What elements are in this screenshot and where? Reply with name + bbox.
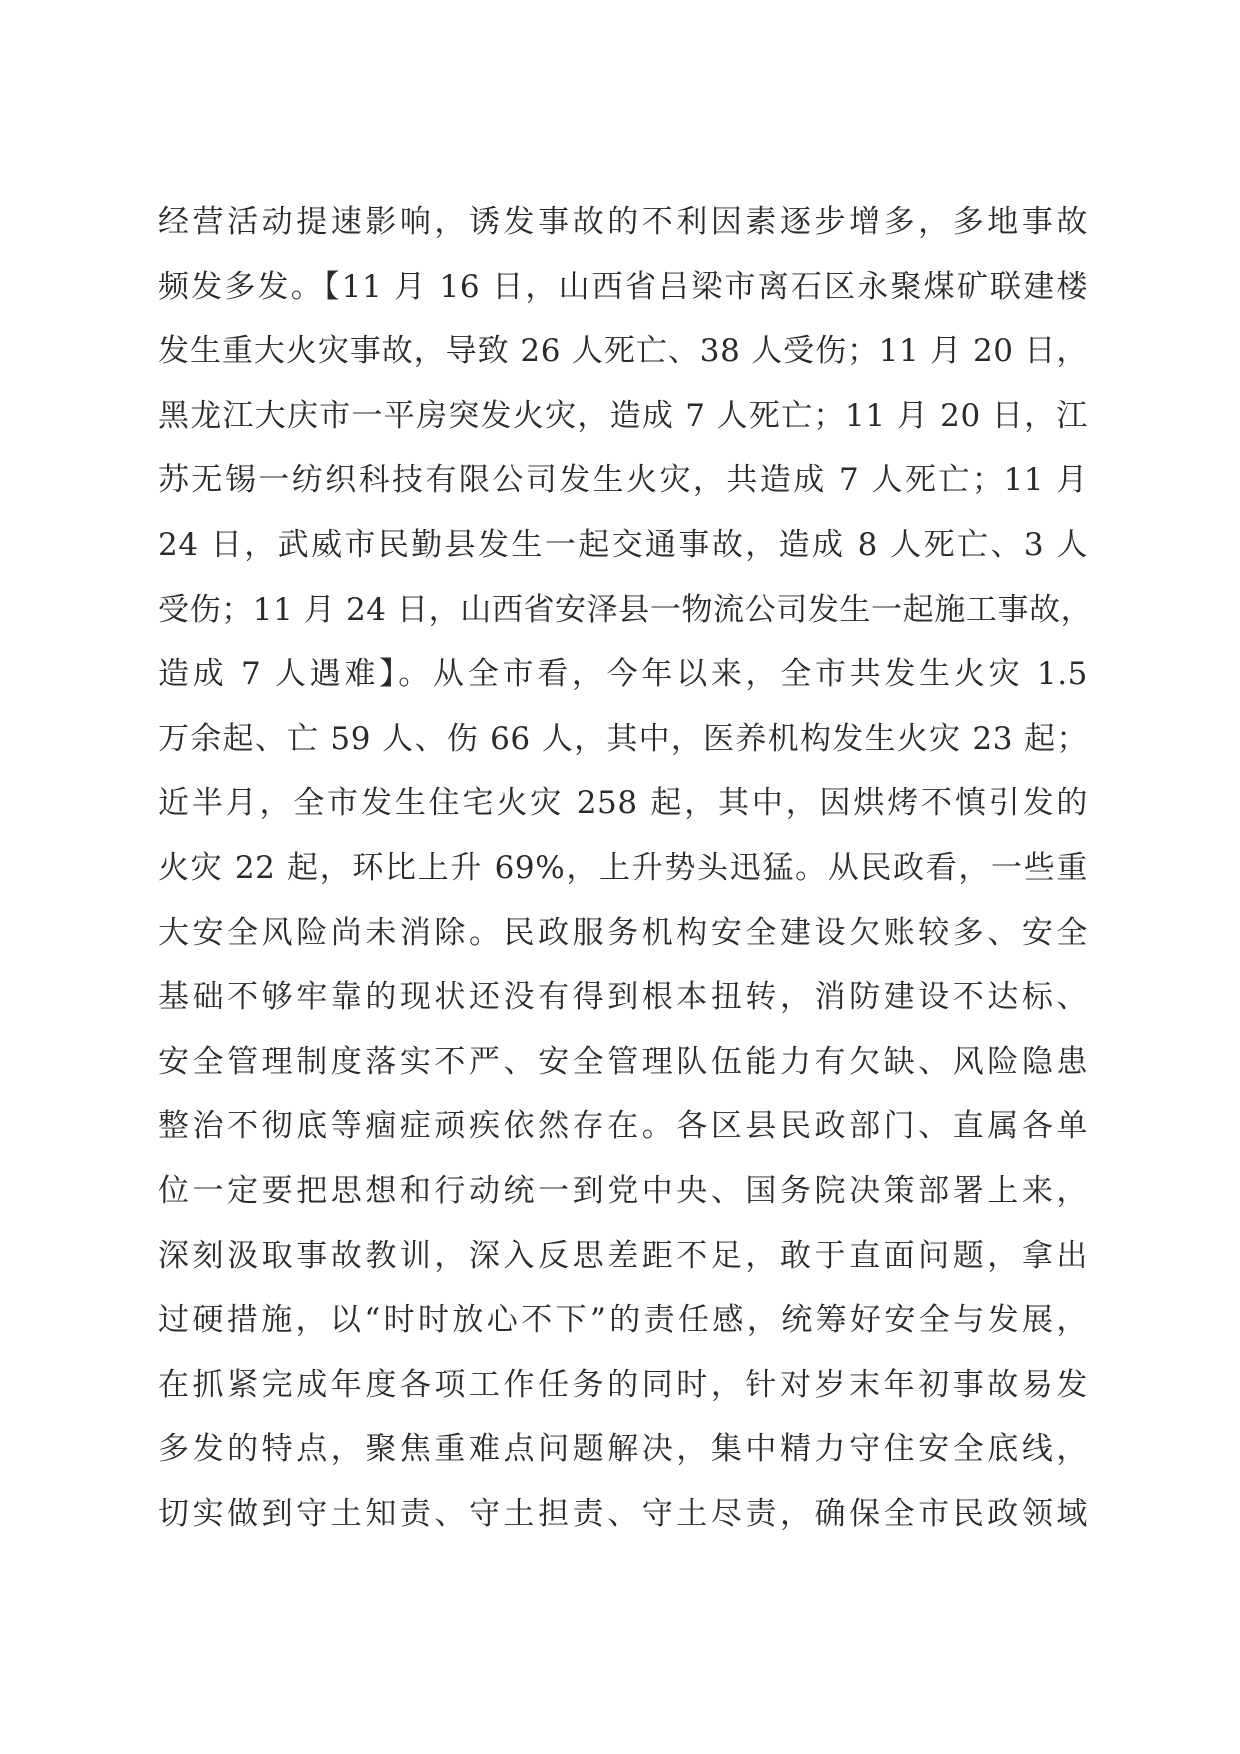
text-line-16: 位一定要把思想和行动统一到党中央、国务院决策部署上来， [158, 1172, 1088, 1209]
text-line-21: 切实做到守土知责、守土担责、守土尽责，确保全市民政领域 [158, 1495, 1088, 1532]
text-line-12: 大安全风险尚未消除。民政服务机构安全建设欠账较多、安全 [158, 914, 1088, 951]
text-line-9: 万余起、亡 59 人、伤 66 人，其中，医养机构发生火灾 23 起； [158, 720, 1088, 757]
text-line-15: 整治不彻底等痼症顽疾依然存在。各区县民政部门、直属各单 [158, 1108, 1088, 1145]
text-line-6: 24 日，武威市民勤县发生一起交通事故，造成 8 人死亡、3 人 [158, 526, 1088, 563]
text-line-14: 安全管理制度落实不严、安全管理队伍能力有欠缺、风险隐患 [158, 1043, 1088, 1080]
text-line-19: 在抓紧完成年度各项工作任务的同时，针对岁末年初事故易发 [158, 1366, 1088, 1403]
text-line-5: 苏无锡一纺织科技有限公司发生火灾，共造成 7 人死亡；11 月 [158, 462, 1088, 499]
text-line-13: 基础不够牢靠的现状还没有得到根本扭转，消防建设不达标、 [158, 979, 1088, 1016]
text-line-3: 发生重大火灾事故，导致 26 人死亡、38 人受伤；11 月 20 日， [158, 333, 1088, 370]
text-line-4: 黑龙江大庆市一平房突发火灾，造成 7 人死亡；11 月 20 日，江 [158, 397, 1088, 434]
text-line-8: 造成 7 人遇难】。从全市看，今年以来，全市共发生火灾 1.5 [158, 656, 1088, 693]
text-line-18: 过硬措施，以“时时放心不下”的责任感，统筹好安全与发展， [158, 1302, 1088, 1339]
text-line-7: 受伤；11 月 24 日，山西省安泽县一物流公司发生一起施工事故， [158, 591, 1093, 628]
text-line-10: 近半月，全市发生住宅火灾 258 起，其中，因烘烤不慎引发的 [158, 785, 1088, 822]
text-line-11: 火灾 22 起，环比上升 69%，上升势头迅猛。从民政看，一些重 [158, 849, 1088, 886]
body-paragraph [158, 190, 1093, 1546]
text-line-17: 深刻汲取事故教训，深入反思差距不足，敢于直面问题，拿出 [158, 1237, 1088, 1274]
text-line-1: 经营活动提速影响，诱发事故的不利因素逐步增多，多地事故 [158, 204, 1088, 240]
text-line-2: 频发多发。【11 月 16 日，山西省吕梁市离石区永聚煤矿联建楼 [158, 268, 1088, 305]
text-line-20: 多发的特点，聚焦重难点问题解决，集中精力守住安全底线， [158, 1431, 1088, 1468]
